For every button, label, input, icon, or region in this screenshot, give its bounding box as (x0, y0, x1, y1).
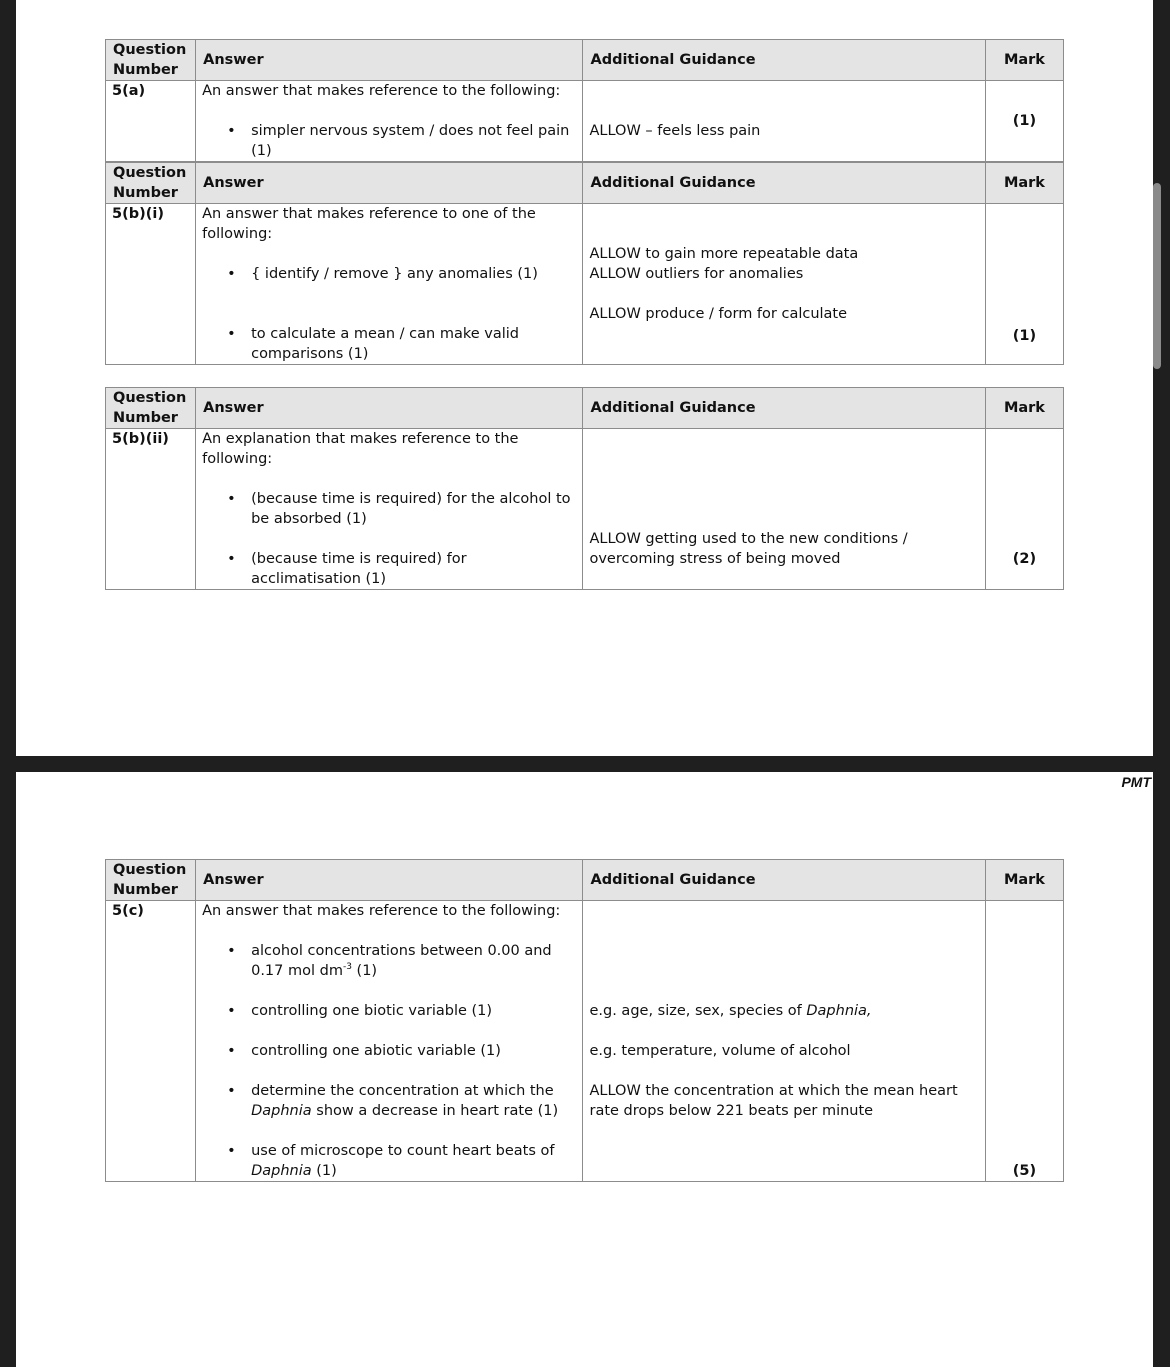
guidance-text: ALLOW the concentration at which the mean heart rate drops below 221 beats per minute (589, 1083, 958, 1119)
answer-cell (196, 81, 583, 162)
header-guidance: Additional Guidance (583, 860, 985, 901)
answer-cell (196, 901, 583, 1182)
guidance-text: ALLOW outliers for anomalies (589, 266, 804, 282)
header-mark: Mark (985, 860, 1063, 901)
guidance-cell (583, 901, 985, 1182)
question-number: 5(c) (106, 901, 196, 1182)
page-1 (16, 0, 1153, 756)
header-answer: Answer (196, 860, 583, 901)
header-answer: Answer (196, 388, 583, 429)
answer-bullet: • alcohol concentrations between 0.00 and 0.17 mol $dm^{-3}$ (1) (202, 941, 576, 981)
answer-cell (196, 429, 583, 590)
header-question-number: Question Number (106, 40, 196, 81)
guidance-text: ALLOW to gain more repeatable data (589, 246, 859, 262)
mark-scheme-table-5c (105, 859, 1064, 1182)
page-2 (16, 772, 1153, 1367)
guidance-text: e.g. temperature, volume of alcohol (589, 1043, 851, 1059)
table-row (106, 81, 1064, 162)
mark-scheme-table-5a (105, 39, 1064, 162)
mark-value: (2) (985, 429, 1063, 590)
table-header-row (106, 388, 1064, 429)
table-header-row (106, 40, 1064, 81)
answer-bullet: • { identify / remove } any anomalies (1) (202, 264, 576, 284)
header-question-number: Question Number (106, 860, 196, 901)
guidance-text: ALLOW – feels less pain (589, 123, 761, 139)
mark-scheme-table-5bii (105, 387, 1064, 590)
answer-bullet: • simpler nervous system / does not feel pain (1) (202, 121, 576, 161)
scrollbar-thumb[interactable] (1153, 183, 1161, 369)
answer-intro: An explanation that makes reference to the following: (202, 431, 519, 467)
guidance-text: ALLOW getting used to the new conditions / overcoming stress of being moved (589, 531, 908, 567)
mark-value: (5) (985, 901, 1063, 1182)
header-guidance: Additional Guidance (583, 163, 985, 204)
mark-scheme-table-5bi (105, 162, 1064, 365)
guidance-cell (583, 81, 985, 162)
header-question-number: Question Number (106, 388, 196, 429)
guidance-cell (583, 204, 985, 365)
answer-intro: An answer that makes reference to the following: (202, 83, 561, 99)
mark-value: (1) (985, 81, 1063, 162)
header-answer: Answer (196, 40, 583, 81)
answer-bullet: • determine the concentration at which the Daphnia show a decrease in heart rate (1) (202, 1081, 576, 1121)
header-answer: Answer (196, 163, 583, 204)
question-number: 5(a) (106, 81, 196, 162)
guidance-cell (583, 429, 985, 590)
answer-intro: An answer that makes reference to one of the following: (202, 206, 536, 242)
header-mark: Mark (985, 163, 1063, 204)
answer-bullet: • controlling one biotic variable (1) (202, 1001, 576, 1021)
header-guidance: Additional Guidance (583, 40, 985, 81)
answer-bullet: • use of microscope to count heart beats of Daphnia (1) (202, 1141, 576, 1181)
answer-bullet: • controlling one abiotic variable (1) (202, 1041, 576, 1061)
table-row (106, 901, 1064, 1182)
answer-bullet: • (because time is required) for acclimatisation (1) (202, 549, 576, 589)
answer-cell (196, 204, 583, 365)
answer-bullet: • (because time is required) for the alcohol to be absorbed (1) (202, 489, 576, 529)
mark-value: (1) (985, 204, 1063, 365)
header-guidance: Additional Guidance (583, 388, 985, 429)
guidance-text: ALLOW produce / form for calculate (589, 306, 848, 322)
question-number: 5(b)(ii) (106, 429, 196, 590)
table-row (106, 204, 1064, 365)
question-number: 5(b)(i) (106, 204, 196, 365)
table-header-row (106, 163, 1064, 204)
guidance-text: e.g. age, size, sex, species of Daphnia, (589, 1003, 872, 1019)
header-mark: Mark (985, 40, 1063, 81)
pmt-label: PMT (1121, 774, 1151, 790)
table-row (106, 429, 1064, 590)
answer-intro: An answer that makes reference to the following: (202, 903, 561, 919)
answer-bullet: • to calculate a mean / can make valid comparisons (1) (202, 324, 576, 364)
header-mark: Mark (985, 388, 1063, 429)
table-header-row (106, 860, 1064, 901)
header-question-number: Question Number (106, 163, 196, 204)
